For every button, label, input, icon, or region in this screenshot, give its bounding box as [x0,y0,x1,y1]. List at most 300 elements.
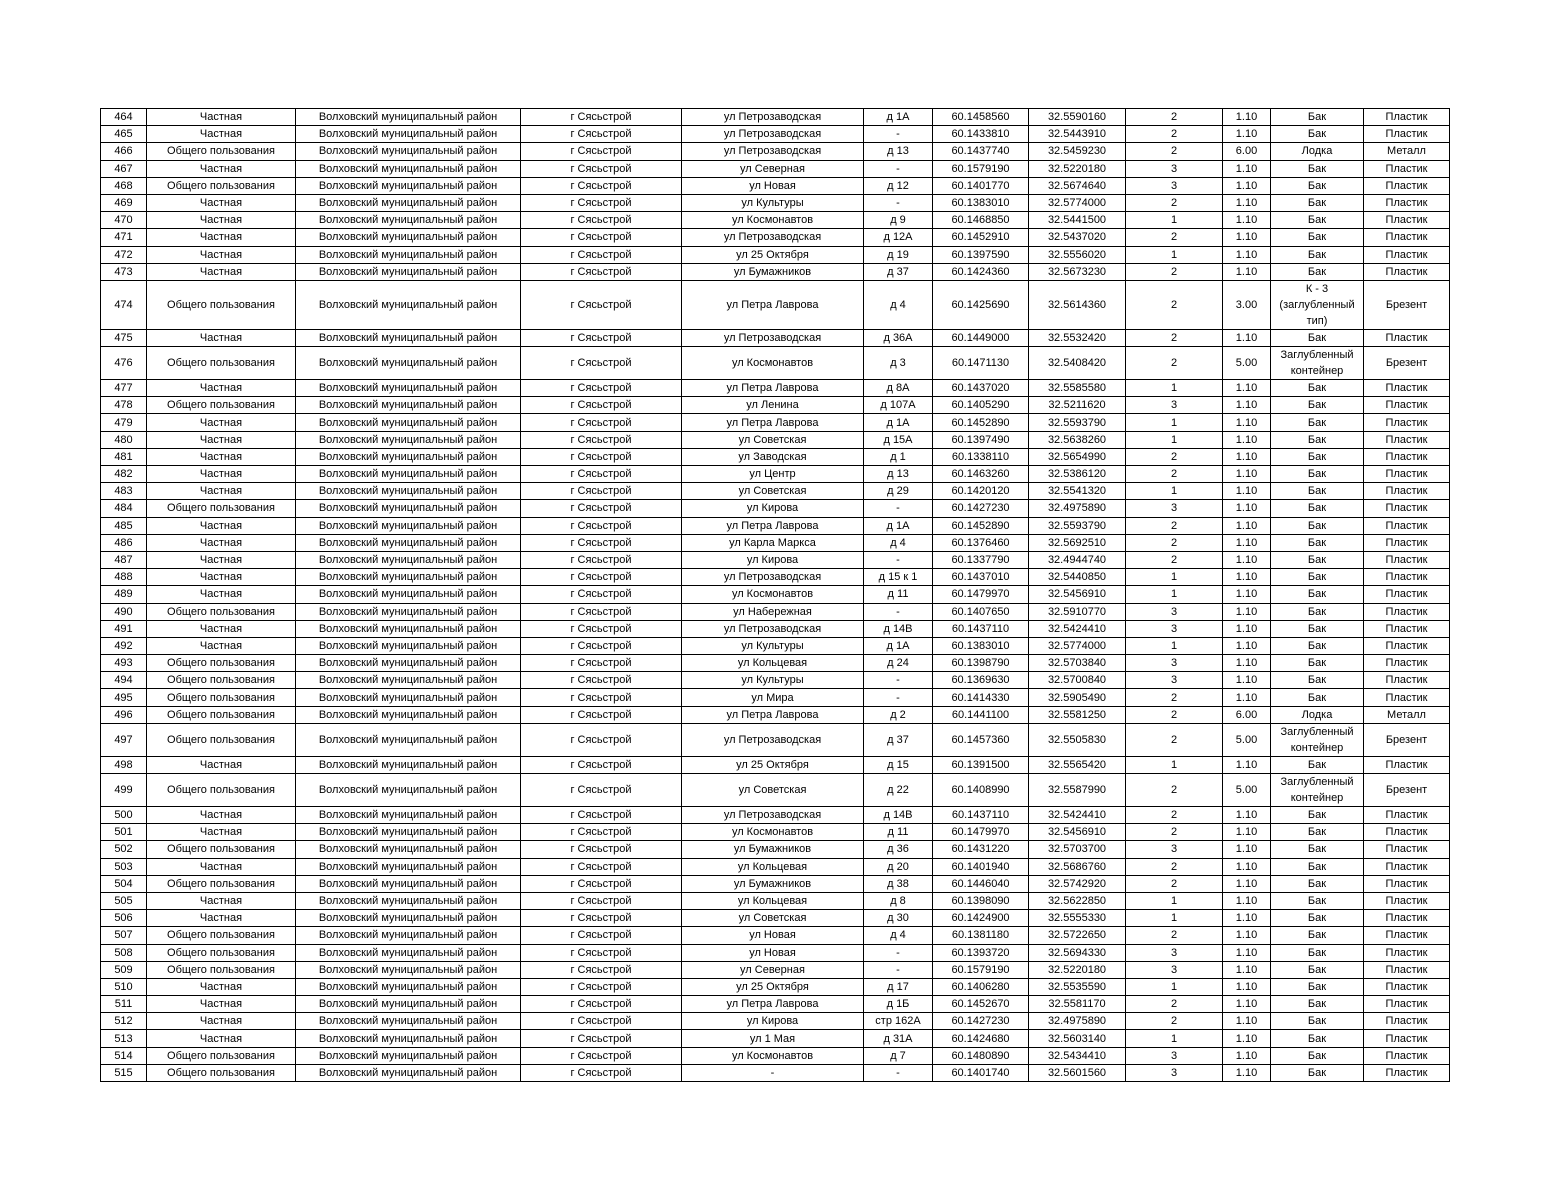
cell-ownership: Общего пользования [147,655,296,672]
cell-district: Волховский муниципальный район [296,347,521,380]
cell-house: д 15 к 1 [864,569,933,586]
table-row [101,824,1450,841]
table-row [101,1030,1450,1047]
cell-container-type: Бак [1271,655,1364,672]
cell-container-type: Бак [1271,229,1364,246]
cell-container-type: Бак [1271,961,1364,978]
cell-ownership: Частная [147,892,296,909]
cell-ownership: Частная [147,431,296,448]
cell-settlement: г Сясьстрой [521,774,682,807]
cell-row-number: 500 [101,807,147,824]
cell-material: Пластик [1364,126,1450,143]
cell-container-type: Бак [1271,380,1364,397]
cell-container-count: 2 [1126,927,1223,944]
cell-longitude: 32.5541320 [1029,483,1126,500]
cell-container-count: 1 [1126,431,1223,448]
cell-row-number: 486 [101,534,147,551]
cell-container-count: 2 [1126,126,1223,143]
cell-district: Волховский муниципальный район [296,944,521,961]
cell-ownership: Частная [147,483,296,500]
cell-latitude: 60.1458560 [933,109,1029,126]
cell-street: ул Петра Лаврова [682,996,864,1013]
cell-district: Волховский муниципальный район [296,672,521,689]
cell-settlement: г Сясьстрой [521,875,682,892]
cell-district: Волховский муниципальный район [296,927,521,944]
cell-house: д 31А [864,1030,933,1047]
cell-container-count: 1 [1126,1030,1223,1047]
cell-longitude: 32.5424410 [1029,620,1126,637]
cell-ownership: Частная [147,109,296,126]
cell-district: Волховский муниципальный район [296,689,521,706]
cell-settlement: г Сясьстрой [521,1064,682,1081]
cell-ownership: Частная [147,246,296,263]
cell-house: д 1А [864,517,933,534]
cell-street: ул Северная [682,160,864,177]
cell-volume: 1.10 [1223,689,1271,706]
cell-street: ул Новая [682,177,864,194]
cell-material: Пластик [1364,551,1450,568]
cell-longitude: 32.5585580 [1029,380,1126,397]
cell-settlement: г Сясьстрой [521,603,682,620]
cell-ownership: Общего пользования [147,280,296,329]
cell-settlement: г Сясьстрой [521,756,682,773]
cell-district: Волховский муниципальный район [296,534,521,551]
cell-ownership: Частная [147,448,296,465]
table-row [101,1047,1450,1064]
cell-latitude: 60.1397490 [933,431,1029,448]
cell-latitude: 60.1433810 [933,126,1029,143]
cell-district: Волховский муниципальный район [296,143,521,160]
cell-container-count: 3 [1126,944,1223,961]
cell-settlement: г Сясьстрой [521,620,682,637]
cell-container-count: 3 [1126,1064,1223,1081]
cell-container-type: Бак [1271,603,1364,620]
cell-settlement: г Сясьстрой [521,212,682,229]
cell-district: Волховский муниципальный район [296,212,521,229]
cell-settlement: г Сясьстрой [521,807,682,824]
cell-district: Волховский муниципальный район [296,586,521,603]
cell-street: ул Петрозаводская [682,807,864,824]
cell-longitude: 32.5686760 [1029,858,1126,875]
cell-district: Волховский муниципальный район [296,841,521,858]
cell-row-number: 466 [101,143,147,160]
cell-ownership: Частная [147,637,296,654]
cell-district: Волховский муниципальный район [296,892,521,909]
table-row [101,841,1450,858]
cell-ownership: Общего пользования [147,944,296,961]
table-row [101,756,1450,773]
cell-settlement: г Сясьстрой [521,194,682,211]
cell-district: Волховский муниципальный район [296,551,521,568]
table-body [101,109,1450,1082]
cell-row-number: 491 [101,620,147,637]
cell-house: д 1А [864,637,933,654]
cell-house: д 20 [864,858,933,875]
cell-district: Волховский муниципальный район [296,569,521,586]
cell-row-number: 468 [101,177,147,194]
cell-longitude: 32.5703840 [1029,655,1126,672]
cell-settlement: г Сясьстрой [521,380,682,397]
table-row [101,246,1450,263]
cell-house: д 12А [864,229,933,246]
cell-latitude: 60.1479970 [933,824,1029,841]
cell-container-count: 1 [1126,414,1223,431]
cell-volume: 1.10 [1223,892,1271,909]
cell-latitude: 60.1437110 [933,807,1029,824]
cell-district: Волховский муниципальный район [296,1013,521,1030]
cell-latitude: 60.1452890 [933,414,1029,431]
cell-row-number: 502 [101,841,147,858]
cell-ownership: Общего пользования [147,500,296,517]
cell-house: д 3 [864,347,933,380]
cell-latitude: 60.1463260 [933,466,1029,483]
cell-settlement: г Сясьстрой [521,347,682,380]
table-row [101,329,1450,346]
cell-container-count: 1 [1126,483,1223,500]
cell-volume: 1.10 [1223,380,1271,397]
cell-district: Волховский муниципальный район [296,126,521,143]
cell-house: д 15 [864,756,933,773]
cell-row-number: 512 [101,1013,147,1030]
cell-volume: 1.10 [1223,414,1271,431]
table-row [101,689,1450,706]
cell-street: ул Культуры [682,637,864,654]
cell-container-type: Бак [1271,841,1364,858]
cell-row-number: 515 [101,1064,147,1081]
cell-container-type: Бак [1271,637,1364,654]
table-row [101,586,1450,603]
cell-street: ул Петра Лаврова [682,706,864,723]
cell-container-type: Бак [1271,927,1364,944]
table-row [101,892,1450,909]
cell-row-number: 514 [101,1047,147,1064]
cell-container-count: 2 [1126,263,1223,280]
cell-row-number: 473 [101,263,147,280]
cell-material: Пластик [1364,875,1450,892]
cell-container-type: Бак [1271,672,1364,689]
cell-settlement: г Сясьстрой [521,723,682,756]
cell-ownership: Частная [147,551,296,568]
cell-container-count: 3 [1126,961,1223,978]
table-row [101,160,1450,177]
cell-ownership: Частная [147,1030,296,1047]
cell-material: Пластик [1364,756,1450,773]
cell-latitude: 60.1408990 [933,774,1029,807]
cell-container-count: 2 [1126,466,1223,483]
cell-volume: 1.10 [1223,944,1271,961]
cell-row-number: 487 [101,551,147,568]
cell-longitude: 32.5459230 [1029,143,1126,160]
cell-house: - [864,126,933,143]
cell-house: д 8 [864,892,933,909]
cell-settlement: г Сясьстрой [521,858,682,875]
cell-latitude: 60.1420120 [933,483,1029,500]
cell-volume: 1.10 [1223,500,1271,517]
cell-container-count: 2 [1126,824,1223,841]
table-row [101,875,1450,892]
cell-material: Пластик [1364,229,1450,246]
cell-row-number: 475 [101,329,147,346]
cell-settlement: г Сясьстрой [521,109,682,126]
cell-container-type: Бак [1271,569,1364,586]
cell-volume: 1.10 [1223,194,1271,211]
cell-street: - [682,1064,864,1081]
table-row [101,466,1450,483]
cell-house: - [864,160,933,177]
cell-material: Пластик [1364,431,1450,448]
cell-container-count: 3 [1126,1047,1223,1064]
cell-house: д 37 [864,723,933,756]
cell-container-count: 3 [1126,603,1223,620]
cell-container-type: Бак [1271,551,1364,568]
cell-district: Волховский муниципальный район [296,774,521,807]
table-row [101,109,1450,126]
cell-container-type: Заглубленный контейнер [1271,774,1364,807]
cell-ownership: Общего пользования [147,672,296,689]
cell-district: Волховский муниципальный район [296,978,521,995]
cell-settlement: г Сясьстрой [521,996,682,1013]
cell-district: Волховский муниципальный район [296,910,521,927]
cell-ownership: Частная [147,858,296,875]
cell-container-type: Бак [1271,534,1364,551]
cell-house: д 4 [864,280,933,329]
cell-district: Волховский муниципальный район [296,655,521,672]
cell-ownership: Общего пользования [147,397,296,414]
cell-district: Волховский муниципальный район [296,500,521,517]
cell-latitude: 60.1424900 [933,910,1029,927]
cell-ownership: Общего пользования [147,177,296,194]
table-row [101,194,1450,211]
table-row [101,229,1450,246]
cell-house: д 1А [864,109,933,126]
cell-container-type: Бак [1271,212,1364,229]
cell-longitude: 32.5703700 [1029,841,1126,858]
table-row [101,280,1450,329]
cell-house: д 13 [864,143,933,160]
cell-material: Пластик [1364,927,1450,944]
cell-house: - [864,603,933,620]
cell-longitude: 32.4944740 [1029,551,1126,568]
cell-house: д 2 [864,706,933,723]
cell-street: ул Кольцевая [682,892,864,909]
cell-settlement: г Сясьстрой [521,892,682,909]
cell-material: Пластик [1364,177,1450,194]
cell-street: ул Петра Лаврова [682,517,864,534]
cell-street: ул Петра Лаврова [682,380,864,397]
cell-row-number: 471 [101,229,147,246]
cell-district: Волховский муниципальный район [296,397,521,414]
cell-container-type: Бак [1271,414,1364,431]
table-row [101,1013,1450,1030]
cell-longitude: 32.5386120 [1029,466,1126,483]
cell-district: Волховский муниципальный район [296,875,521,892]
cell-row-number: 499 [101,774,147,807]
cell-material: Пластик [1364,603,1450,620]
cell-house: д 7 [864,1047,933,1064]
table-row [101,126,1450,143]
cell-latitude: 60.1452890 [933,517,1029,534]
cell-street: ул Космонавтов [682,1047,864,1064]
cell-house: - [864,1064,933,1081]
cell-ownership: Общего пользования [147,1064,296,1081]
cell-street: ул 1 Мая [682,1030,864,1047]
cell-container-count: 1 [1126,978,1223,995]
cell-material: Пластик [1364,824,1450,841]
cell-district: Волховский муниципальный район [296,1030,521,1047]
cell-house: - [864,689,933,706]
cell-district: Волховский муниципальный район [296,466,521,483]
table-row [101,551,1450,568]
cell-longitude: 32.5910770 [1029,603,1126,620]
cell-latitude: 60.1431220 [933,841,1029,858]
cell-longitude: 32.5622850 [1029,892,1126,909]
cell-longitude: 32.5437020 [1029,229,1126,246]
cell-settlement: г Сясьстрой [521,414,682,431]
cell-volume: 1.10 [1223,1013,1271,1030]
cell-latitude: 60.1401940 [933,858,1029,875]
cell-street: ул Мира [682,689,864,706]
cell-container-count: 2 [1126,858,1223,875]
cell-material: Пластик [1364,961,1450,978]
cell-house: д 19 [864,246,933,263]
cell-material: Пластик [1364,517,1450,534]
cell-house: д 4 [864,534,933,551]
cell-longitude: 32.5774000 [1029,194,1126,211]
cell-street: ул Бумажников [682,875,864,892]
cell-row-number: 493 [101,655,147,672]
cell-ownership: Общего пользования [147,723,296,756]
cell-settlement: г Сясьстрой [521,246,682,263]
cell-container-type: К - 3 (заглубленный тип) [1271,280,1364,329]
cell-settlement: г Сясьстрой [521,397,682,414]
cell-settlement: г Сясьстрой [521,961,682,978]
cell-street: ул Кирова [682,1013,864,1030]
cell-latitude: 60.1414330 [933,689,1029,706]
cell-longitude: 32.5443910 [1029,126,1126,143]
cell-volume: 1.10 [1223,961,1271,978]
cell-district: Волховский муниципальный район [296,483,521,500]
cell-container-type: Бак [1271,892,1364,909]
table-row [101,517,1450,534]
cell-street: ул Петрозаводская [682,126,864,143]
cell-latitude: 60.1401740 [933,1064,1029,1081]
cell-house: д 14В [864,807,933,824]
cell-ownership: Общего пользования [147,961,296,978]
cell-latitude: 60.1406280 [933,978,1029,995]
cell-row-number: 485 [101,517,147,534]
cell-longitude: 32.5742920 [1029,875,1126,892]
cell-volume: 1.10 [1223,177,1271,194]
cell-row-number: 498 [101,756,147,773]
cell-street: ул Ленина [682,397,864,414]
cell-ownership: Частная [147,910,296,927]
cell-volume: 1.10 [1223,858,1271,875]
cell-house: д 22 [864,774,933,807]
cell-street: ул Советская [682,774,864,807]
table-row [101,637,1450,654]
cell-street: ул Набережная [682,603,864,620]
cell-container-type: Бак [1271,858,1364,875]
cell-house: - [864,551,933,568]
cell-volume: 6.00 [1223,143,1271,160]
cell-district: Волховский муниципальный район [296,807,521,824]
cell-latitude: 60.1579190 [933,160,1029,177]
cell-volume: 1.10 [1223,126,1271,143]
cell-container-count: 1 [1126,637,1223,654]
cell-volume: 1.10 [1223,483,1271,500]
cell-house: - [864,500,933,517]
cell-material: Пластик [1364,978,1450,995]
cell-ownership: Общего пользования [147,875,296,892]
cell-row-number: 474 [101,280,147,329]
cell-row-number: 467 [101,160,147,177]
cell-ownership: Общего пользования [147,841,296,858]
cell-material: Металл [1364,143,1450,160]
cell-container-count: 2 [1126,534,1223,551]
cell-row-number: 480 [101,431,147,448]
cell-row-number: 503 [101,858,147,875]
cell-container-count: 2 [1126,807,1223,824]
cell-longitude: 32.5556020 [1029,246,1126,263]
cell-row-number: 482 [101,466,147,483]
cell-longitude: 32.5535590 [1029,978,1126,995]
cell-row-number: 495 [101,689,147,706]
cell-row-number: 465 [101,126,147,143]
cell-row-number: 481 [101,448,147,465]
cell-settlement: г Сясьстрой [521,160,682,177]
cell-settlement: г Сясьстрой [521,448,682,465]
cell-volume: 1.10 [1223,246,1271,263]
cell-longitude: 32.5638260 [1029,431,1126,448]
table-row [101,603,1450,620]
cell-row-number: 492 [101,637,147,654]
cell-material: Пластик [1364,672,1450,689]
table-row [101,978,1450,995]
cell-settlement: г Сясьстрой [521,431,682,448]
cell-district: Волховский муниципальный район [296,263,521,280]
cell-material: Пластик [1364,689,1450,706]
cell-volume: 1.10 [1223,569,1271,586]
cell-container-type: Бак [1271,263,1364,280]
cell-container-type: Бак [1271,483,1364,500]
cell-container-count: 2 [1126,280,1223,329]
cell-street: ул Петрозаводская [682,109,864,126]
cell-latitude: 60.1398090 [933,892,1029,909]
cell-settlement: г Сясьстрой [521,655,682,672]
cell-material: Брезент [1364,347,1450,380]
table-row [101,858,1450,875]
cell-container-count: 2 [1126,229,1223,246]
cell-street: ул Петрозаводская [682,229,864,246]
cell-volume: 1.10 [1223,431,1271,448]
cell-row-number: 507 [101,927,147,944]
cell-ownership: Частная [147,380,296,397]
cell-material: Пластик [1364,1047,1450,1064]
cell-district: Волховский муниципальный район [296,414,521,431]
cell-settlement: г Сясьстрой [521,978,682,995]
cell-latitude: 60.1405290 [933,397,1029,414]
cell-latitude: 60.1437010 [933,569,1029,586]
cell-volume: 1.10 [1223,160,1271,177]
cell-district: Волховский муниципальный район [296,824,521,841]
cell-longitude: 32.5587990 [1029,774,1126,807]
cell-latitude: 60.1369630 [933,672,1029,689]
cell-row-number: 469 [101,194,147,211]
cell-volume: 1.10 [1223,517,1271,534]
cell-street: ул Кирова [682,500,864,517]
cell-material: Пластик [1364,109,1450,126]
cell-street: ул 25 Октября [682,978,864,995]
